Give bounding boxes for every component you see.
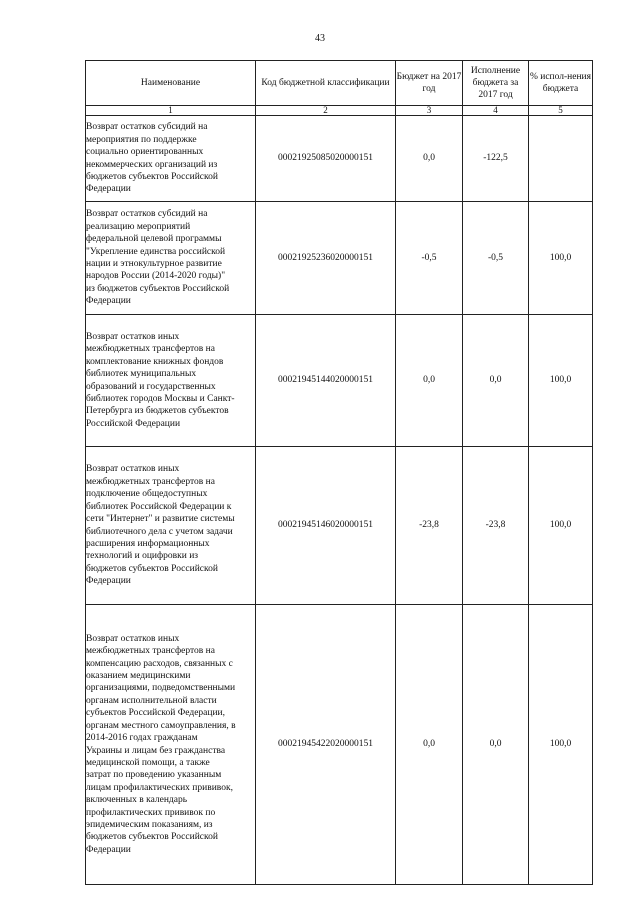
column-number: 5 [529,106,593,116]
column-number-row [86,106,593,116]
table-row [86,315,593,447]
budget-table [85,60,593,885]
row-code: 00021945422020000151 [256,605,396,885]
row-name: Возврат остатков иных межбюджетных трансфертов на подключение общедоступных библиотек Российской Федерации к сети "Интернет" и развитие системы библиотечного дела с учетом задачи расширения информационных технологий и оцифровки из бюджетов субъектов Российской Федерации [86,464,235,587]
row-budget: 0,0 [396,315,463,447]
row-budget: 0,0 [396,605,463,885]
header-execution: Исполнение бюджета за 2017 год [463,61,529,106]
page-number: 43 [315,33,325,44]
row-code: 00021945144020000151 [256,315,396,447]
table-row [86,202,593,315]
row-name: Возврат остатков иных межбюджетных трансфертов на комплектование книжных фондов библиотек муниципальных образований и государственных библиотек городов Москвы и Санкт- Петербурга из бюджетов субъектов Российской Федерации [86,331,235,429]
column-number: 3 [396,106,463,116]
table-row [86,605,593,885]
row-execution: -23,8 [463,447,529,605]
column-number: 1 [86,106,256,116]
row-code: 00021945146020000151 [256,447,396,605]
header-name: Наименование [86,61,256,106]
row-execution: -122,5 [463,116,529,202]
row-execution: 0,0 [463,315,529,447]
row-percent: 100,0 [529,202,593,315]
row-budget: 0,0 [396,116,463,202]
row-percent: 100,0 [529,447,593,605]
row-name: Возврат остатков иных межбюджетных трансфертов на компенсацию расходов, связанных с оказанием медицинскими организациями, подведомственными органам исполнительной власти субъектов Российской Федерации, органам местного самоуправления, в 2014-2016 годах гражданам Украины и лицам без гражданства медицинской помощи, а также затрат по проведению указанным лицам профилактических прививок, включенных в календарь профилактических прививок по эпидемическим показаниям, из бюджетов субъектов Российской Федерации [86,633,236,855]
column-number: 4 [463,106,529,116]
table-row [86,116,593,202]
table-row [86,447,593,605]
header-code: Код бюджетной классификации [256,61,396,106]
table-header [86,61,593,116]
row-budget: -23,8 [396,447,463,605]
row-execution: 0,0 [463,605,529,885]
row-code: 00021925085020000151 [256,116,396,202]
row-name: Возврат остатков субсидий на мероприятия по поддержке социально ориентированных некоммерческих организаций из бюджетов субъектов Российской Федерации [86,122,218,195]
column-number: 2 [256,106,396,116]
header-percent: % испол-нения бюджета [529,61,593,106]
header-budget: Бюджет на 2017 год [396,61,463,106]
row-percent [529,116,593,202]
row-percent: 100,0 [529,315,593,447]
row-budget: -0,5 [396,202,463,315]
row-percent: 100,0 [529,605,593,885]
row-code: 00021925236020000151 [256,202,396,315]
row-execution: -0,5 [463,202,529,315]
row-name: Возврат остатков субсидий на реализацию мероприятий федеральной целевой программы "Укрепление единства российской нации и этнокультурное развитие народов России (2014-2020 годы)" из бюджетов субъектов Российской Федерации [86,209,230,307]
